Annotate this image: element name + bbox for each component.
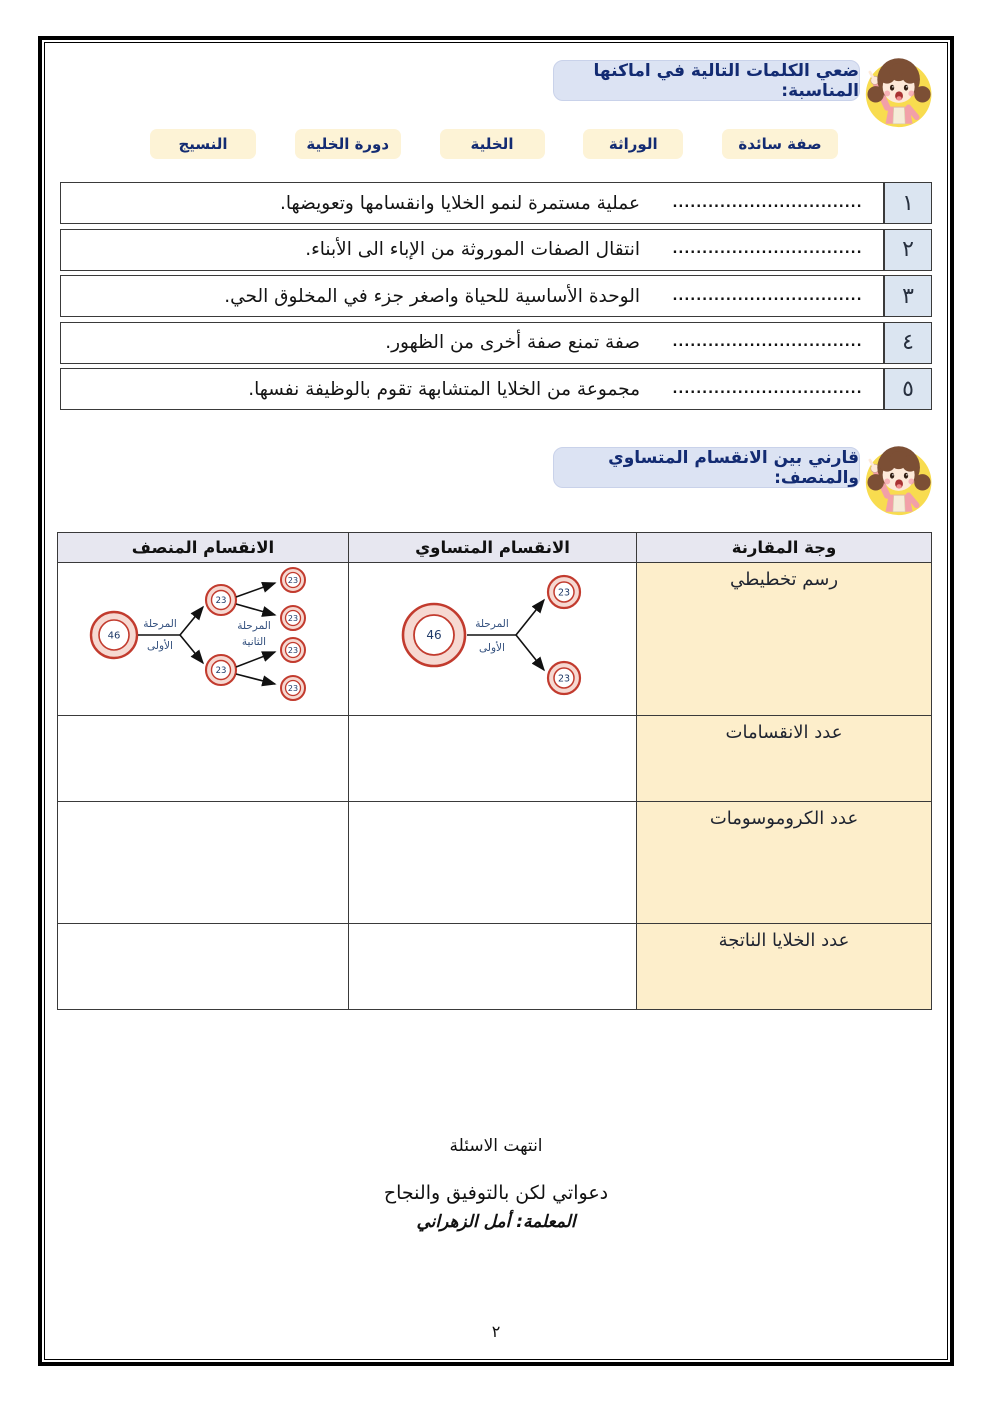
table-row — [60, 368, 932, 410]
mascot-girl-icon — [856, 48, 938, 134]
table-row — [60, 275, 932, 317]
row-label-schematic: رسم تخطيطي — [637, 563, 932, 716]
meiosis-diagram-cell — [58, 563, 349, 716]
row-number: ٥ — [884, 368, 932, 410]
svg-text:23: 23 — [287, 576, 299, 585]
comparison-answer-cell[interactable] — [58, 924, 349, 1010]
row-number: ٤ — [884, 322, 932, 364]
header-mitosis: الانقسام المتساوي — [349, 533, 637, 563]
svg-text:46: 46 — [426, 628, 442, 642]
table-row — [60, 322, 932, 364]
row-number: ٣ — [884, 275, 932, 317]
svg-text:المرحلة: المرحلة — [237, 620, 271, 632]
svg-text:23: 23 — [215, 666, 227, 676]
svg-text:23: 23 — [557, 587, 571, 599]
svg-text:23: 23 — [215, 596, 227, 606]
vocabulary-table — [60, 182, 932, 415]
table-row — [58, 802, 932, 924]
table-row — [60, 229, 932, 271]
svg-text:46: 46 — [107, 630, 121, 642]
section2-title: قارني بين الانقسام المتساوي والمنصف: — [608, 447, 859, 488]
good-luck-text: دعواتي لكن بالتوفيق والنجاح — [383, 1182, 609, 1204]
row-number: ٢ — [884, 229, 932, 271]
section1-title: ضعي الكلمات التالية في اماكنها المناسبة: — [593, 60, 859, 101]
svg-text:المرحلة: المرحلة — [475, 618, 509, 630]
answer-blank[interactable]: ................................ — [652, 182, 884, 224]
comparison-answer-cell[interactable] — [349, 924, 637, 1010]
row-number: ١ — [884, 182, 932, 224]
comparison-answer-cell[interactable] — [58, 802, 349, 924]
questions-ended-text: انتهت الاسئلة — [449, 1136, 543, 1156]
teacher-signature: المعلمة: أمل الزهراني — [416, 1212, 576, 1232]
word-bank — [150, 129, 838, 159]
table-row — [58, 563, 932, 716]
section2-title-banner — [553, 447, 860, 488]
page-number: ٢ — [491, 1322, 501, 1341]
word-chip-cell-cycle[interactable]: دورة الخلية — [295, 129, 401, 159]
comparison-answer-cell[interactable] — [58, 716, 349, 802]
definition-text: انتقال الصفات الموروثة من الإباء الى الأبناء. — [60, 229, 652, 271]
definition-text: صفة تمنع صفة أخرى من الظهور. — [60, 322, 652, 364]
row-label-chromosome-count: عدد الكروموسومات — [637, 802, 932, 924]
table-row — [58, 716, 932, 802]
svg-text:المرحلة: المرحلة — [143, 618, 177, 630]
word-chip-heredity[interactable]: الوراثة — [583, 129, 683, 159]
answer-blank[interactable]: ................................ — [652, 322, 884, 364]
table-row — [60, 182, 932, 224]
row-label-resulting-cells: عدد الخلايا الناتجة — [637, 924, 932, 1010]
row-label-division-count: عدد الانقسامات — [637, 716, 932, 802]
answer-blank[interactable]: ................................ — [652, 229, 884, 271]
definition-text: عملية مستمرة لنمو الخلايا وانقسامها وتعويضها. — [60, 182, 652, 224]
svg-text:23: 23 — [287, 684, 299, 693]
word-chip-cell[interactable]: الخلية — [440, 129, 545, 159]
svg-text:23: 23 — [287, 614, 299, 623]
comparison-answer-cell[interactable] — [349, 716, 637, 802]
svg-text:23: 23 — [287, 646, 299, 655]
svg-text:الأولى: الأولى — [147, 640, 173, 652]
svg-text:الأولى: الأولى — [479, 642, 505, 654]
definition-text: مجموعة من الخلايا المتشابهة تقوم بالوظيفة نفسها. — [60, 368, 652, 410]
meiosis-diagram — [58, 563, 348, 715]
comparison-answer-cell[interactable] — [349, 802, 637, 924]
mitosis-diagram — [348, 563, 636, 715]
comparison-table — [57, 532, 932, 1010]
answer-blank[interactable]: ................................ — [652, 368, 884, 410]
definition-text: الوحدة الأساسية للحياة واصغر جزء في المخلوق الحي. — [60, 275, 652, 317]
header-meiosis: الانقسام المنصف — [58, 533, 349, 563]
svg-text:23: 23 — [557, 673, 571, 685]
mitosis-diagram-cell — [349, 563, 637, 716]
table-row — [58, 924, 932, 1010]
svg-text:الثانية: الثانية — [241, 636, 267, 648]
word-chip-tissue[interactable]: النسيج — [150, 129, 256, 159]
word-chip-dominant-trait[interactable]: صفة سائدة — [722, 129, 838, 159]
comparison-header-row — [58, 533, 932, 563]
header-comparison-aspect: وجة المقارنة — [637, 533, 932, 563]
section1-title-banner — [553, 60, 860, 101]
answer-blank[interactable]: ................................ — [652, 275, 884, 317]
mascot-girl-icon — [856, 436, 938, 522]
